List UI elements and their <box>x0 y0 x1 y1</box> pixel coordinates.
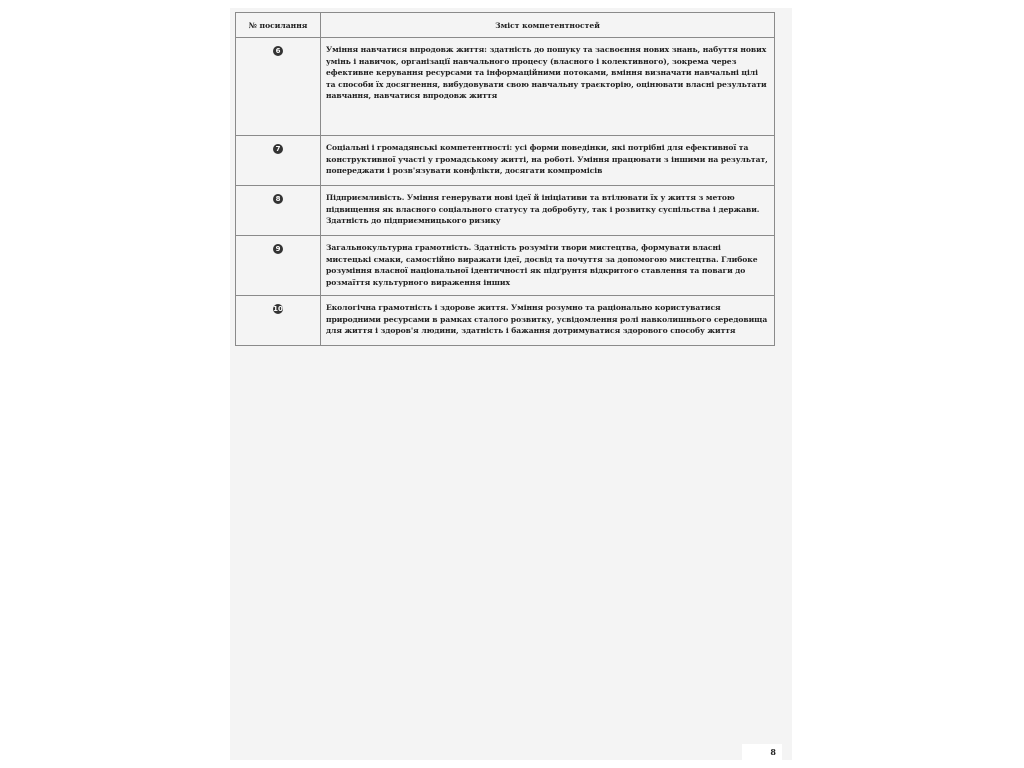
reference-number-cell <box>236 296 321 346</box>
reference-number-cell <box>236 186 321 236</box>
circled-number: 7 <box>273 144 283 154</box>
table-row <box>236 136 775 186</box>
reference-number-cell <box>236 38 321 136</box>
document-page <box>230 8 792 760</box>
table-row <box>236 236 775 296</box>
header-competency-content: Зміст компетентностей <box>321 13 775 38</box>
table-row <box>236 186 775 236</box>
circled-number: 8 <box>273 194 283 204</box>
header-reference-number: № посилання <box>236 13 321 38</box>
competency-text: Уміння навчатися впродовж життя: здатність до пошуку та засвоєння нових знань, набуття нових умінь і навичок, організації навчального процесу (власного і колективного), зокрема через ефективне керування ресурсами та інформаційними потоками, вміння визначати навчальні цілі та способи їх досягнення, вибудовувати свою навчальну траєкторію, оцінювати власні результати навчання, навчатися впродовж життя <box>321 38 775 136</box>
table-row <box>236 38 775 136</box>
competency-text: Екологічна грамотність і здорове життя. Уміння розумно та раціонально користуватися природними ресурсами в рамках сталого розвитку, усвідомлення ролі навколишнього середовища для життя і здоров'я людини, здатність і бажання дотримуватися здорового способу життя <box>321 296 775 346</box>
table-row <box>236 296 775 346</box>
competency-text: Соціальні і громадянські компетентності: усі форми поведінки, які потрібні для ефективної та конструктивної участі у громадському житті, на роботі. Уміння працювати з іншими на результат, попереджати і розв'язувати конфлікти, досягати компромісів <box>321 136 775 186</box>
table-header-row <box>236 13 775 38</box>
competencies-table <box>235 12 775 346</box>
competency-text: Підприємливість. Уміння генерувати нові ідеї й ініціативи та втілювати їх у життя з метою підвищення як власного соціального статусу та добробуту, так і розвитку суспільства і держави. Здатність до підприємницького ризику <box>321 186 775 236</box>
circled-number: 10 <box>273 305 283 313</box>
competency-text: Загальнокультурна грамотність. Здатність розуміти твори мистецтва, формувати власні мистецькі смаки, самостійно виражати ідеї, досвід та почуття за допомогою мистецтва. Глибоке розуміння власної національної ідентичності як підґрунтя відкритого ставлення та поваги до розмаїття культурного вираження інших <box>321 236 775 296</box>
reference-number-cell <box>236 136 321 186</box>
circled-number: 9 <box>273 244 283 254</box>
page-number: 8 <box>742 744 782 760</box>
reference-number-cell <box>236 236 321 296</box>
circled-number: 6 <box>273 46 283 56</box>
